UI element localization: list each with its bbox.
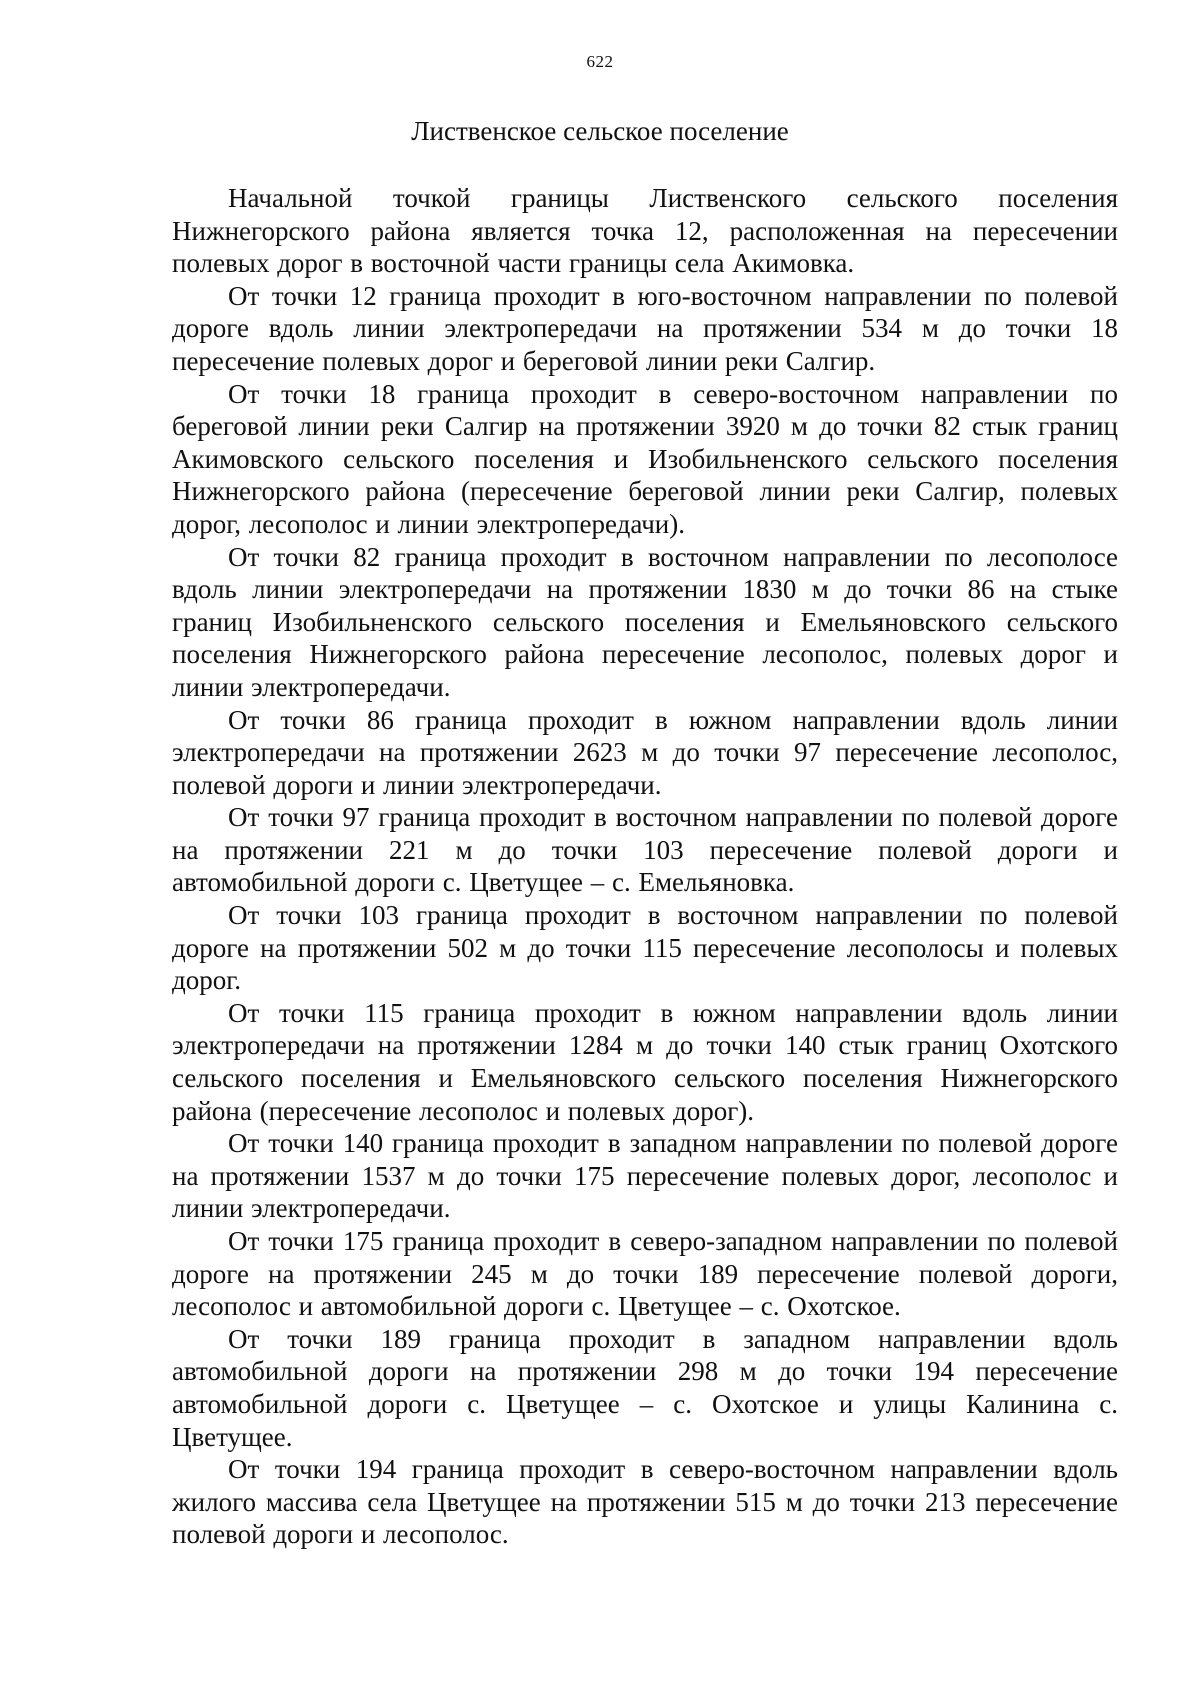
paragraph: От точки 12 граница проходит в юго-восточном направлении по полевой дороге вдоль линии электропередачи на протяжении 534 м до точки 18 пересечение полевых дорог и береговой линии реки Салгир.: [172, 280, 1118, 376]
paragraph: От точки 86 граница проходит в южном направлении вдоль линии электропередачи на протяжении 2623 м до точки 97 пересечение лесополос, полевой дороги и линии электропередачи.: [172, 704, 1118, 800]
paragraph: От точки 194 граница проходит в северо-восточном направлении вдоль жилого массива села Цветущее на протяжении 515 м до точки 213 пересечение полевой дороги и лесополос.: [172, 1454, 1118, 1550]
page-number: 622: [586, 52, 614, 71]
paragraph: От точки 82 граница проходит в восточном направлении по лесополосе вдоль линии электропередачи на протяжении 1830 м до точки 86 на стыке границ Изобильненского сельского поселения и Емельяновского сельского поселения Нижнегорского района пересечение лесополос, полевых дорог и линии электропередачи.: [172, 541, 1118, 702]
paragraph: От точки 175 граница проходит в северо-западном направлении по полевой дороге на протяжении 245 м до точки 189 пересечение полевой дороги, лесополос и автомобильной дороги с. Цветущее – с. Охотское.: [172, 1226, 1118, 1322]
text-body: [172, 182, 1118, 1551]
paragraph: От точки 140 граница проходит в западном направлении по полевой дороге на протяжении 1537 м до точки 175 пересечение полевых дорог, лесополос и линии электропередачи.: [172, 1128, 1118, 1224]
paragraph: От точки 97 граница проходит в восточном направлении по полевой дороге на протяжении 221 м до точки 103 пересечение полевой дороги и автомобильной дороги с. Цветущее – с. Емельяновка.: [172, 802, 1118, 898]
paragraph: От точки 115 граница проходит в южном направлении вдоль линии электропередачи на протяжении 1284 м до точки 140 стык границ Охотского сельского поселения и Емельяновского сельского поселения Нижнегорского района (пересечение лесополос и полевых дорог).: [172, 997, 1118, 1126]
section-title: Лиственское сельское поселение: [411, 116, 789, 146]
paragraph: От точки 18 граница проходит в северо-восточном направлении по береговой линии реки Салгир на протяжении 3920 м до точки 82 стык границ Акимовского сельского поселения и Изобильненского сельского поселения Нижнегорского района (пересечение береговой линии реки Салгир, полевых дорог, лесополос и линии электропередачи).: [172, 378, 1118, 539]
paragraph: От точки 189 граница проходит в западном направлении вдоль автомобильной дороги на протяжении 298 м до точки 194 пересечение автомобильной дороги с. Цветущее – с. Охотское и улицы Калинина с. Цветущее.: [172, 1323, 1118, 1452]
paragraph: От точки 103 граница проходит в восточном направлении по полевой дороге на протяжении 502 м до точки 115 пересечение лесополосы и полевых дорог.: [172, 900, 1118, 996]
paragraph: Начальной точкой границы Лиственского сельского поселения Нижнегорского района является точка 12, расположенная на пересечении полевых дорог в восточной части границы села Акимовка.: [172, 183, 1118, 279]
